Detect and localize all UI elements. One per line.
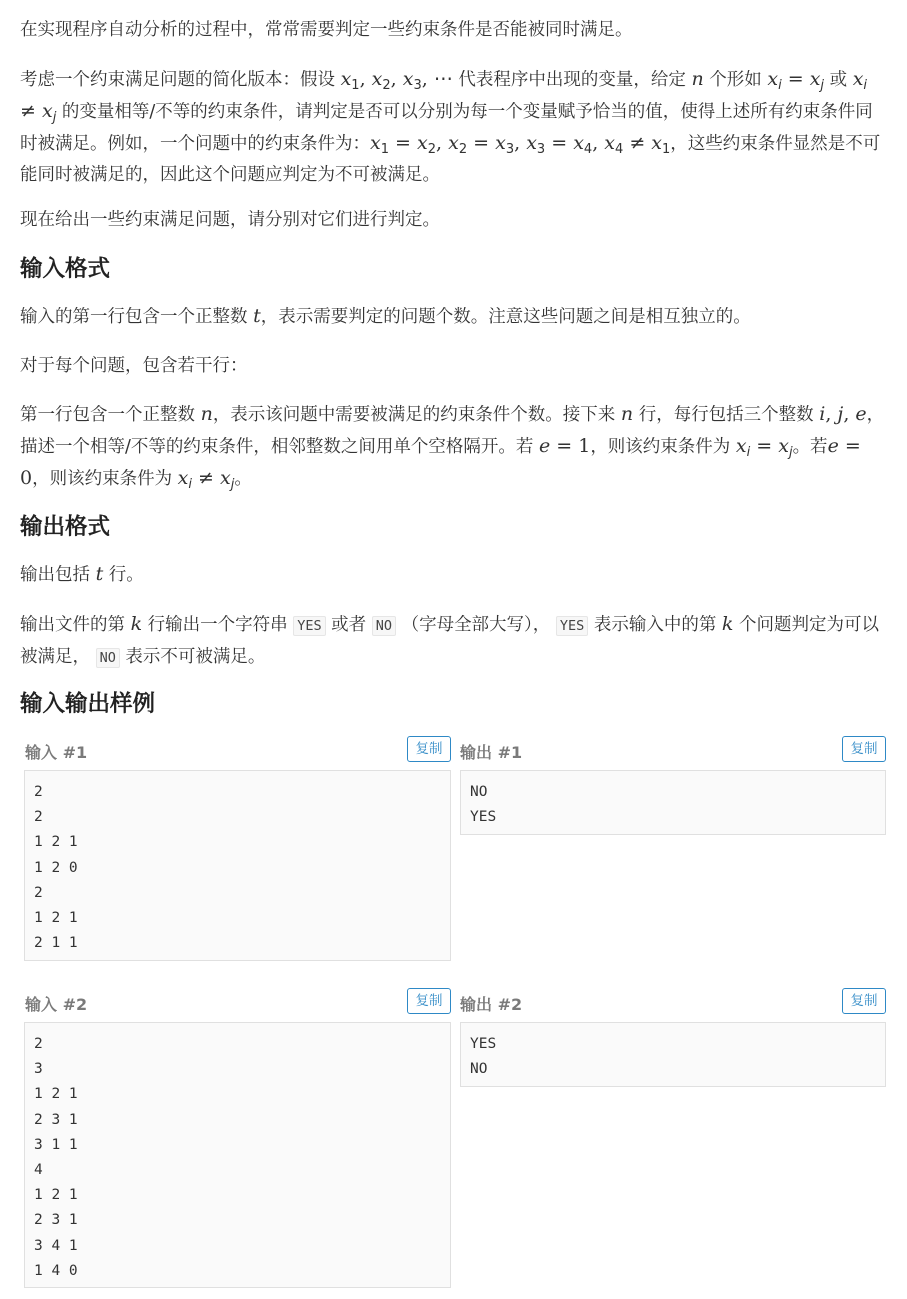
output-format-paragraph-2: 输出文件的第 k 行输出一个字符串 YES 或者 NO （字母全部大写）， YES 表示输入中的第 k 个问题判定为可以被满足， NO 表示不可被满足。 bbox=[20, 613, 879, 667]
code-line: 2 bbox=[34, 809, 43, 826]
copy-input-1-button[interactable]: 复制 bbox=[407, 736, 451, 762]
no-code-token: NO bbox=[96, 648, 120, 668]
sample-input-1-lines bbox=[34, 780, 441, 956]
code-line: 3 bbox=[34, 1061, 43, 1078]
input-format-heading: 输入格式 bbox=[20, 256, 111, 282]
output-format-heading: 输出格式 bbox=[20, 514, 111, 540]
code-line: 1 2 0 bbox=[34, 859, 78, 876]
intro-paragraph-3: 现在给出一些约束满足问题，请分别对它们进行判定。 bbox=[20, 210, 440, 230]
yes-code-token: YES bbox=[556, 616, 588, 636]
code-line: 2 bbox=[34, 1036, 43, 1052]
sample-output-2-box[interactable] bbox=[460, 1022, 886, 1087]
input-format-paragraph-1: 输入的第一行包含一个正整数 t，表示需要判定的问题个数。注意这些问题之间是相互独立的。 bbox=[20, 305, 751, 327]
sample-input-1-box[interactable] bbox=[24, 770, 451, 961]
sample-output-2-label: 输出 #2 bbox=[460, 995, 523, 1014]
code-line: NO bbox=[470, 1061, 488, 1078]
sample-output-2-lines bbox=[470, 1032, 876, 1082]
code-line: 3 1 1 bbox=[34, 1136, 78, 1153]
sample-input-1-label: 输入 #1 bbox=[25, 743, 88, 762]
copy-output-2-button[interactable]: 复制 bbox=[842, 988, 886, 1014]
code-line: NO bbox=[470, 784, 488, 800]
copy-output-1-button[interactable]: 复制 bbox=[842, 736, 886, 762]
code-line: 1 2 1 bbox=[34, 909, 78, 926]
input-format-paragraph-3: 第一行包含一个正整数 n，表示该问题中需要被满足的约束条件个数。接下来 n 行，每行包括三个整数 i, j, e，描述一个相等/不等的约束条件，相邻整数之间用单个空格隔开。若 e = 1，则该约束条件为 $x_i = x_j$。若e = 0，则该约束条件为 $x_i \ne x_j$。 bbox=[20, 403, 885, 492]
sample-output-1-lines bbox=[470, 780, 876, 830]
sample-output-1-box[interactable] bbox=[460, 770, 886, 835]
code-line: 2 bbox=[34, 784, 43, 800]
sample-input-2-label: 输入 #2 bbox=[25, 995, 88, 1014]
code-line: 2 1 1 bbox=[34, 935, 78, 952]
copy-input-2-button[interactable]: 复制 bbox=[407, 988, 451, 1014]
intro-paragraph-2: 考虑一个约束满足问题的简化版本：假设 $x_1$, $x_2$, $x_3$, ⋯ 代表程序中出现的变量，给定 n 个形如 $x_i = x_j$ 或 $x_i \ne x_j$ 的变量相等/不等的约束条件，请判定是否可以分别为每一个变量赋予恰当的值，使得上述所有约束条件同时被满足。例如，一个问题中的约束条件为：$x_1 = x_2$, $x_2 = x_3$, $x_3 = x_4$, $x_4 \ne x_1$，这些约束条件显然是不可能同时被满足的，因此这个问题应判定为不可被满足。 bbox=[20, 68, 881, 185]
input-format-paragraph-2: 对于每个问题，包含若干行： bbox=[20, 356, 248, 376]
code-line: 2 bbox=[34, 884, 43, 901]
code-line: 1 4 0 bbox=[34, 1262, 78, 1279]
sample-input-2-lines bbox=[34, 1032, 441, 1284]
code-line: 1 2 1 bbox=[34, 1086, 78, 1103]
intro-paragraph-1: 在实现程序自动分析的过程中，常常需要判定一些约束条件是否能被同时满足。 bbox=[20, 20, 633, 40]
sample-output-2-header bbox=[460, 988, 886, 1016]
code-line: 4 bbox=[34, 1161, 43, 1178]
sample-input-2-header bbox=[25, 988, 451, 1016]
output-format-paragraph-1: 输出包括 t 行。 bbox=[20, 563, 144, 585]
code-line: 1 2 1 bbox=[34, 834, 78, 851]
code-line: YES bbox=[470, 1036, 497, 1052]
samples-heading: 输入输出样例 bbox=[20, 691, 156, 717]
code-line: 2 3 1 bbox=[34, 1212, 78, 1229]
yes-code-token: YES bbox=[293, 616, 325, 636]
code-line: 1 2 1 bbox=[34, 1187, 78, 1204]
sample-input-1-header bbox=[25, 736, 451, 764]
code-line: 3 4 1 bbox=[34, 1237, 78, 1254]
no-code-token: NO bbox=[372, 616, 396, 636]
sample-output-1-label: 输出 #1 bbox=[460, 743, 523, 762]
code-line: 2 3 1 bbox=[34, 1111, 78, 1128]
code-line: YES bbox=[470, 809, 497, 826]
sample-input-2-box[interactable] bbox=[24, 1022, 451, 1288]
sample-output-1-header bbox=[460, 736, 886, 764]
